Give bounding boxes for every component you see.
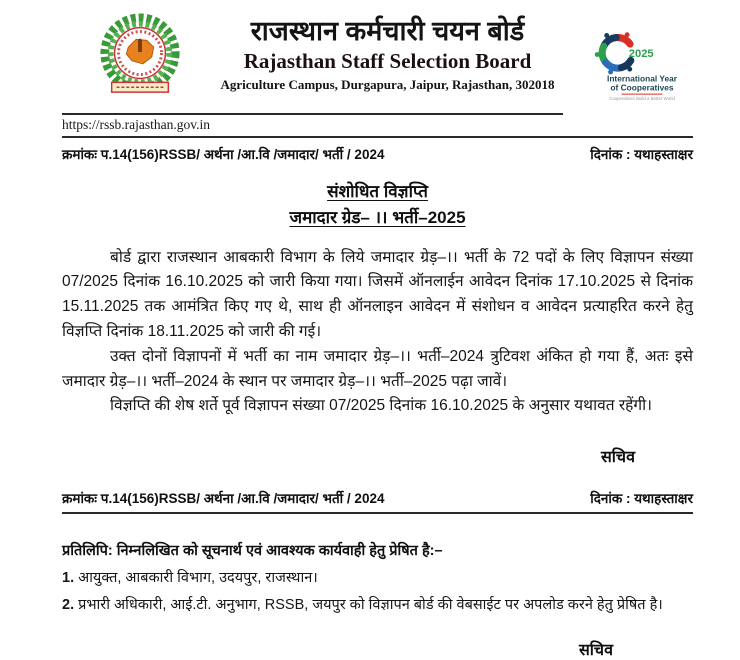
board-title-english: Rajasthan Staff Selection Board — [243, 49, 532, 74]
copy-item-1 — [62, 567, 693, 587]
iyc-year: 2025 — [628, 47, 654, 60]
signatory-secretary-2: सचिव — [578, 642, 613, 660]
url-divider — [62, 136, 693, 138]
iyc-line2: of Cooperatives — [610, 82, 674, 93]
header-divider — [62, 113, 563, 115]
reference-row-2 — [62, 489, 693, 514]
letterhead-titles — [184, 12, 591, 93]
copy-item-2-number: 2. — [62, 597, 75, 614]
reference-number: क्रमांकः प.14(156)RSSB/ अर्थना /आ.वि /जमादार/ भर्ती / 2024 — [62, 147, 385, 162]
reference-number-2: क्रमांकः प.14(156)RSSB/ अर्थना /आ.वि /जमादार/ भर्ती / 2024 — [62, 491, 385, 507]
board-title-hindi: राजस्थान कर्मचारी चयन बोर्ड — [250, 16, 525, 46]
rssb-emblem-icon — [96, 12, 184, 103]
reference-date-2: दिनांक : यथाहस्ताक्षर — [590, 491, 693, 507]
notice-paragraph-2: उक्त दोनों विज्ञापनों में भर्ती का नाम जमादार ग्रेड़–।। भर्ती–2024 त्रुटिवश अंकित हो गया हैं, अतः इसे जमादार ग्रेड़–।। भर्ती–2024 के स्थान पर जमादार ग्रेड़–।। भर्ती–2025 पढ़ा जावें। — [62, 347, 693, 390]
copy-item-2-text: प्रभारी अधिकारी, आई.टी. अनुभाग, RSSB, जयपुर को विज्ञापन बोर्ड की वेबसाईट पर अपलोड करने हेतु प्रेषित है। — [78, 597, 663, 614]
notice-title-line1: संशोधित विज्ञप्ति — [327, 182, 428, 201]
copy-item-1-number: 1. — [62, 570, 75, 587]
copy-item-1-text: आयुक्त, आबकारी विभाग, उदयपुर, राजस्थान। — [78, 570, 318, 587]
copy-item-2 — [62, 594, 693, 614]
reference-row — [62, 145, 693, 163]
notice-paragraph-1: बोर्ड द्वारा राजस्थान आबकारी विभाग के लिये जमादार ग्रेड़–।। भर्ती के 72 पदों के लिए विज्ञापन संख्या 07/2025 दिनांक 16.10.2025 को जारी किया गया। जिसमें ऑनलाईन आवेदन दिनांक 17.10.2025 से दिनांक 15.11.2025 तक आमंत्रित किए गए थे, साथ ही ऑनलाइन आवेदन में संशोधन व आवेदन प्रत्याहरित करने हेतु विज्ञप्ति दिनांक 18.11.2025 को जारी की गई। — [62, 248, 693, 341]
board-address: Agriculture Campus, Durgapura, Jaipur, Rajasthan, 302018 — [220, 77, 555, 93]
iyc-tagline: Cooperatives Build a Better World — [609, 96, 675, 102]
signatory-secretary-1: सचिव — [600, 449, 635, 467]
notice-title-block — [62, 179, 693, 232]
copy-section — [62, 540, 693, 614]
letterhead — [62, 12, 693, 109]
cooperatives-2025-logo-icon — [591, 12, 693, 109]
iyc-line1: International Year — [607, 73, 677, 84]
website-url: https://rssb.rajasthan.gov.in — [62, 117, 210, 132]
notice-title-line2: जमादार ग्रेड– ।। भर्ती–2025 — [289, 208, 466, 228]
notice-paragraph-3: विज्ञप्ति की शेष शर्ते पूर्व विज्ञापन संख्या 07/2025 दिनांक 16.10.2025 के अनुसार यथावत रहेंगी। — [110, 397, 653, 415]
notice-body — [62, 246, 693, 420]
copy-heading: प्रतिलिपि: निम्नलिखित को सूचनार्थ एवं आवश्यक कार्यवाही हेतु प्रेषित है:– — [62, 543, 443, 560]
reference-date: दिनांक : यथाहस्ताक्षर — [590, 147, 693, 162]
